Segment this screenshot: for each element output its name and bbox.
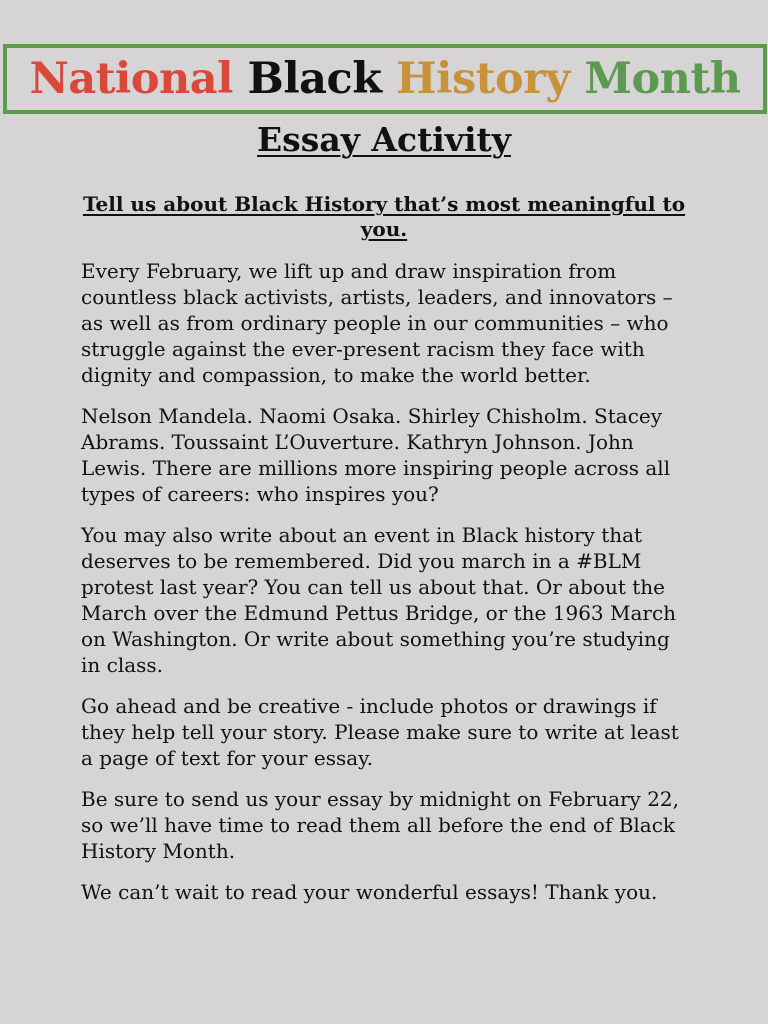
banner-word-national: National xyxy=(29,53,233,104)
paragraph-intro: Every February, we lift up and draw inspiration from countless black activists, artists, leaders, and innovators – as well as from ordinary people in our communities – who struggle against the ever-present racism they face with dignity and compassion, to make the world better. xyxy=(81,259,673,387)
banner-word-black: Black xyxy=(247,53,382,104)
title-banner xyxy=(3,44,767,114)
paragraph-events: You may also write about an event in Black history that deserves to be remembered. Did you march in a #BLM protest last year? You can tell us about that. Or about the March over the Edmund Pettus Bridge, or the 1963 March on Washington. Or write about something you’re studying in class. xyxy=(81,523,677,677)
banner-title xyxy=(29,53,741,104)
paragraph-people: Nelson Mandela. Naomi Osaka. Shirley Chisholm. Stacey Abrams. Toussaint L’Ouverture. Kathryn Johnson. John Lewis. There are millions more inspiring people across all types of careers: who inspires you? xyxy=(81,404,671,506)
banner-word-history: History xyxy=(396,53,570,104)
page-heading: Essay Activity xyxy=(257,120,511,159)
paragraph-deadline: Be sure to send us your essay by midnight on February 22, so we’ll have time to read them all before the end of Black History Month. xyxy=(81,787,680,863)
paragraph-thanks: We can’t wait to read your wonderful essays! Thank you. xyxy=(81,880,658,904)
essay-prompt: Tell us about Black History that’s most meaningful to you. xyxy=(82,192,686,241)
paragraph-creative: Go ahead and be creative - include photos or drawings if they help tell your story. Please make sure to write at least a page of text for your essay. xyxy=(81,694,679,770)
body-text xyxy=(81,258,693,920)
banner-word-month: Month xyxy=(584,53,741,104)
